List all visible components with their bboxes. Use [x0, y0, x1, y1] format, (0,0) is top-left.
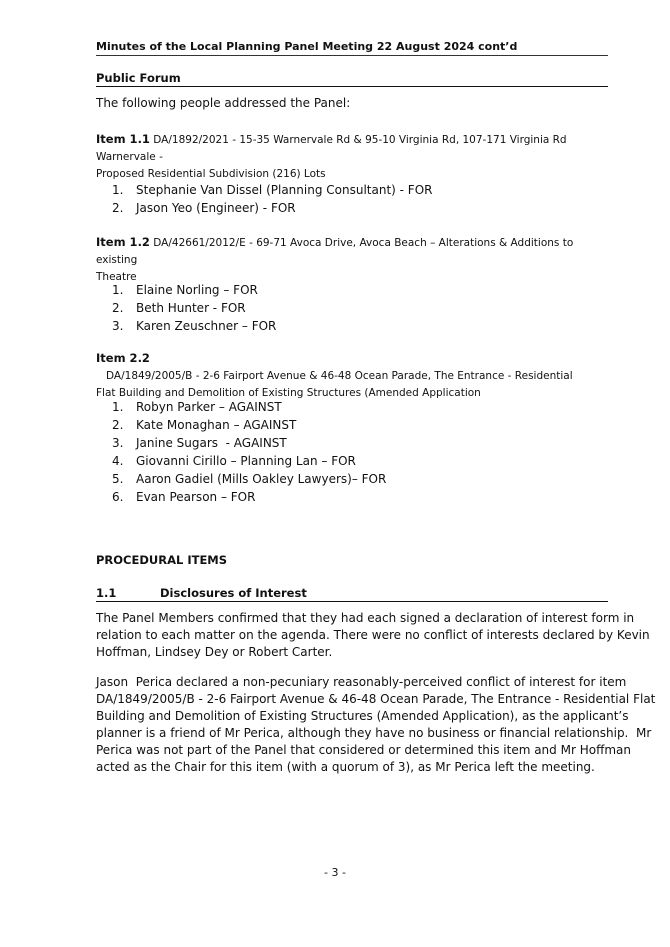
section-number: 1.1 — [96, 586, 117, 600]
speaker-name: Janine Sugars - AGAINST — [136, 436, 287, 450]
speaker-list — [112, 181, 432, 217]
speaker-number: 6. — [112, 490, 124, 504]
speaker-number: 2. — [112, 418, 124, 432]
paragraph-line: planner is a friend of Mr Perica, although they have no business or financial relationship. Mr — [96, 726, 652, 740]
agenda-item-heading — [96, 234, 608, 286]
agenda-item-label: Item 1.2 — [96, 235, 150, 249]
public-forum-heading: Public Forum — [96, 71, 181, 85]
speaker-number: 3. — [112, 319, 124, 333]
speaker-number: 2. — [112, 201, 124, 215]
paragraph-line: acted as the Chair for this item (with a quorum of 3), as Mr Perica left the meeting. — [96, 760, 595, 774]
speaker-name: Stephanie Van Dissel (Planning Consultant) - FOR — [136, 183, 433, 197]
agenda-item-label: Item 2.2 — [96, 351, 150, 365]
speaker-name: Karen Zeuschner – FOR — [136, 319, 277, 333]
speaker-list — [112, 398, 386, 506]
conflict-paragraph — [96, 674, 656, 776]
speaker-number: 2. — [112, 301, 124, 315]
speaker-list-item — [112, 470, 386, 488]
speaker-name: Beth Hunter - FOR — [136, 301, 246, 315]
agenda-item-heading — [96, 131, 608, 183]
speaker-name: Giovanni Cirillo – Planning Lan – FOR — [136, 454, 356, 468]
speaker-number: 4. — [112, 454, 124, 468]
paragraph-line: Building and Demolition of Existing Structures (Amended Application), as the applicant’s — [96, 709, 629, 723]
speaker-number: 3. — [112, 436, 124, 450]
header-divider — [96, 55, 608, 56]
speaker-name: Robyn Parker – AGAINST — [136, 400, 282, 414]
speaker-list-item — [112, 398, 386, 416]
speaker-number: 1. — [112, 400, 124, 414]
paragraph-line: The Panel Members confirmed that they had each signed a declaration of interest form in — [96, 611, 635, 625]
agenda-item-description: Proposed Residential Subdivision (216) Lots — [96, 168, 326, 180]
speaker-list — [112, 281, 276, 335]
disclosure-paragraph — [96, 610, 650, 661]
speaker-number: 1. — [112, 183, 124, 197]
speaker-list-item — [112, 181, 432, 199]
agenda-item-description: DA/1849/2005/B - 2-6 Fairport Avenue & 46-48 Ocean Parade, The Entrance - Residential — [96, 370, 573, 382]
speaker-name: Aaron Gadiel (Mills Oakley Lawyers)– FOR — [136, 472, 387, 486]
agenda-item-description: Flat Building and Demolition of Existing Structures (Amended Application — [96, 387, 481, 399]
paragraph-line: Jason Perica declared a non-pecuniary reasonably-perceived conflict of interest for item — [96, 675, 627, 689]
section-title: Disclosures of Interest — [160, 586, 307, 600]
page-number: - 3 - — [324, 866, 346, 879]
speaker-list-item — [112, 434, 386, 452]
speaker-list-item — [112, 452, 386, 470]
speaker-name: Evan Pearson – FOR — [136, 490, 256, 504]
speaker-list-item — [112, 281, 276, 299]
public-forum-intro: The following people addressed the Panel: — [96, 96, 351, 110]
agenda-item-label: Item 1.1 — [96, 132, 150, 146]
paragraph-line: Perica was not part of the Panel that considered or determined this item and Mr Hoffman — [96, 743, 631, 757]
speaker-number: 5. — [112, 472, 124, 486]
page-header-title: Minutes of the Local Planning Panel Meeting 22 August 2024 cont’d — [96, 40, 518, 53]
speaker-list-item — [112, 416, 386, 434]
agenda-item-heading — [96, 350, 608, 402]
speaker-list-item — [112, 488, 386, 506]
paragraph-line: relation to each matter on the agenda. There were no conflict of interests declared by Kevin — [96, 628, 650, 642]
paragraph-line: DA/1849/2005/B - 2-6 Fairport Avenue & 46-48 Ocean Parade, The Entrance - Residential Flat — [96, 692, 656, 706]
agenda-item-description: DA/42661/2012/E - 69-71 Avoca Drive, Avoca Beach – Alterations & Additions to existing — [96, 237, 574, 266]
speaker-list-item — [112, 199, 432, 217]
speaker-name: Elaine Norling – FOR — [136, 283, 258, 297]
speaker-number: 1. — [112, 283, 124, 297]
agenda-item-description: Theatre — [96, 271, 137, 283]
speaker-name: Jason Yeo (Engineer) - FOR — [136, 201, 296, 215]
public-forum-divider — [96, 86, 608, 87]
agenda-item-description: DA/1892/2021 - 15-35 Warnervale Rd & 95-10 Virginia Rd, 107-171 Virginia Rd Warnervale - — [96, 134, 567, 163]
procedural-items-heading: PROCEDURAL ITEMS — [96, 553, 228, 567]
speaker-list-item — [112, 299, 276, 317]
speaker-name: Kate Monaghan – AGAINST — [136, 418, 297, 432]
section-divider — [96, 601, 608, 602]
paragraph-line: Hoffman, Lindsey Dey or Robert Carter. — [96, 645, 333, 659]
speaker-list-item — [112, 317, 276, 335]
